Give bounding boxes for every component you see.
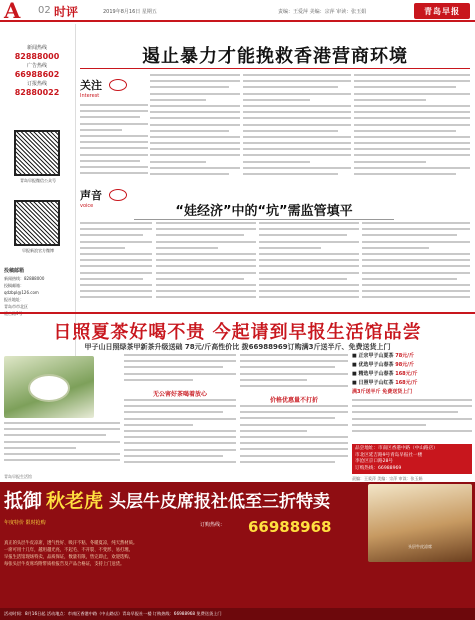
hotline-item <box>4 80 70 98</box>
price-item <box>352 379 472 388</box>
hotline-item <box>4 44 70 62</box>
hotline-list <box>4 44 70 98</box>
article-body-column <box>259 222 359 306</box>
column-badge <box>80 184 128 212</box>
column-name: 关注 <box>80 79 102 92</box>
column-badge <box>80 74 128 102</box>
article-headline: “娃经济”中的“坑”需监管填平 <box>175 204 353 219</box>
headline-divider <box>80 68 470 69</box>
address-line: 市北区延吉路9号青岛早报社一楼 <box>355 452 423 458</box>
bed-ad-title <box>4 484 364 514</box>
section-name: 时评 <box>54 5 79 19</box>
article-body-column <box>80 222 152 306</box>
price-value: 78元/斤 <box>395 353 415 359</box>
price-item <box>352 361 472 370</box>
publication-date: 2019年8月16日 星期五 <box>103 9 157 15</box>
article-body-column <box>354 74 470 182</box>
bed-ad-body <box>4 540 364 568</box>
ad-editor-credits: 责编：王爱萍 美编：宗萍 审读：张玉娟 <box>352 476 423 481</box>
address-line: 品尝地址：市南区香港中路（中山路店） <box>355 446 438 451</box>
price-value: 168元/斤 <box>395 380 418 386</box>
price-label: ■ 精选甲子山春茶 <box>352 371 394 377</box>
price-label: ■ 正宗甲子山夏茶 <box>352 353 394 359</box>
price-item <box>352 370 472 379</box>
bed-ad-title-part: 抵御 <box>4 489 43 512</box>
contact-line: 报社地址： <box>4 297 24 302</box>
article-body-column <box>156 222 256 306</box>
speech-bubble-icon <box>109 189 127 201</box>
wechat-qr-code <box>14 130 60 176</box>
hotline-number: 66988602 <box>14 70 60 79</box>
price-value: 98元/斤 <box>395 362 415 368</box>
article-body-column <box>80 104 148 182</box>
ad-subheading: 无公害好茶喝着放心 <box>152 391 207 398</box>
page-letter: A <box>4 0 21 23</box>
address-line: 李沧区京口路28号 <box>355 459 394 464</box>
body-line: 真正的头层牛皮凉席，透气性好、吸汗不粘、冬暖夏凉，纯天然材质。 <box>4 541 138 546</box>
bed-ad-title-part: 头层牛皮席报社低至三折特卖 <box>109 491 331 512</box>
section-divider <box>0 312 475 314</box>
event-info-bar: 活动时间：8月16日起 活动地点：市南区香港中路（中山路店）青岛早报社一楼 订购热线：66988968 免费送货上门 <box>0 608 475 620</box>
editor-credits: 责编：王爱萍 美编：宗萍 审读：张玉娟 <box>278 9 367 15</box>
article-body-column <box>150 74 240 182</box>
ad-body-column <box>4 422 120 472</box>
contact-line: 青岛市市北区 <box>4 304 28 309</box>
article-body-column <box>243 74 351 182</box>
ad-footer-label: 青岛早报生活馆 <box>4 474 32 479</box>
tasting-address-box <box>352 444 472 474</box>
photo-caption: 头层牛皮凉席 <box>408 544 432 549</box>
order-phone-number: 66988968 <box>248 518 332 536</box>
column-name: 声音 <box>80 189 102 202</box>
body-line: 每张头层牛皮席均附带质检报告及产品合格证，支持上门送货。 <box>4 562 125 567</box>
tagline-line: 年度特价 限时抢购 <box>4 520 46 526</box>
tea-ad-subtitle: 甲子山日照绿茶甲新茶升级送础 78元/斤高性价比 拨66988969订购满3斤送半斤、免费送货上门 <box>84 343 391 351</box>
leather-mat-photo <box>368 484 472 562</box>
hotline-number: 82880022 <box>14 88 60 97</box>
tea-cup-photo <box>4 356 94 418</box>
body-line: 早报生活馆现场特卖，品质保证，数量有限，售完即止，欢迎选购。 <box>4 555 133 560</box>
price-label: ■ 优选甲子山春茶 <box>352 362 394 368</box>
hotline-number: 82888000 <box>14 52 60 61</box>
bed-ad-title-highlight: 秋老虎 <box>46 489 104 512</box>
body-line: 一席可用十几年，越用越光亮，不起毛、不开裂、不变形、易打理。 <box>4 548 133 553</box>
price-label: ■ 日照甲子山红茶 <box>352 380 394 386</box>
tea-ad-title: 日照夏茶好喝不贵 今起请到早报生活馆品尝 <box>53 322 422 343</box>
article-headline: 遏止暴力才能挽救香港营商环境 <box>142 46 408 67</box>
newspaper-logo: 青岛早报 <box>414 3 470 19</box>
phone-label: 订购热线： <box>200 522 226 528</box>
hotline-label: 广告热线 <box>26 63 47 69</box>
column-name-en: Interest <box>80 93 100 99</box>
weibo-qr-code <box>14 200 60 246</box>
address-line: 订购热线：66988969 <box>355 465 402 471</box>
price-list <box>352 352 472 452</box>
page-number: 02 <box>38 5 51 16</box>
ad-body-column <box>240 354 348 472</box>
price-value: 168元/斤 <box>395 371 418 377</box>
hotline-item <box>4 62 70 80</box>
hotline-label: 新闻热线 <box>26 45 47 51</box>
contact-line: 投稿邮箱： <box>4 283 24 288</box>
promo-text: 满3斤送半斤 免费送货上门 <box>352 389 413 395</box>
qr-caption: 早报新浪官方微博 <box>22 248 54 253</box>
qr-caption: 青岛早报微信公众号 <box>20 178 56 183</box>
article-body-column <box>362 222 470 306</box>
contact-line: qdzbpl@126.com <box>4 290 39 295</box>
ad-body-column <box>124 354 236 472</box>
column-name-en: voice <box>80 203 94 209</box>
speech-bubble-icon <box>109 79 127 91</box>
price-item <box>352 352 472 361</box>
contact-title: 投稿邮箱 <box>4 268 25 274</box>
hotline-label: 订报热线 <box>26 81 47 87</box>
ad-subheading: 价格优惠量不打折 <box>269 397 318 404</box>
contact-line: 新闻热线：82888000 <box>4 276 45 281</box>
headline-divider <box>134 219 394 220</box>
contact-info <box>4 268 72 317</box>
